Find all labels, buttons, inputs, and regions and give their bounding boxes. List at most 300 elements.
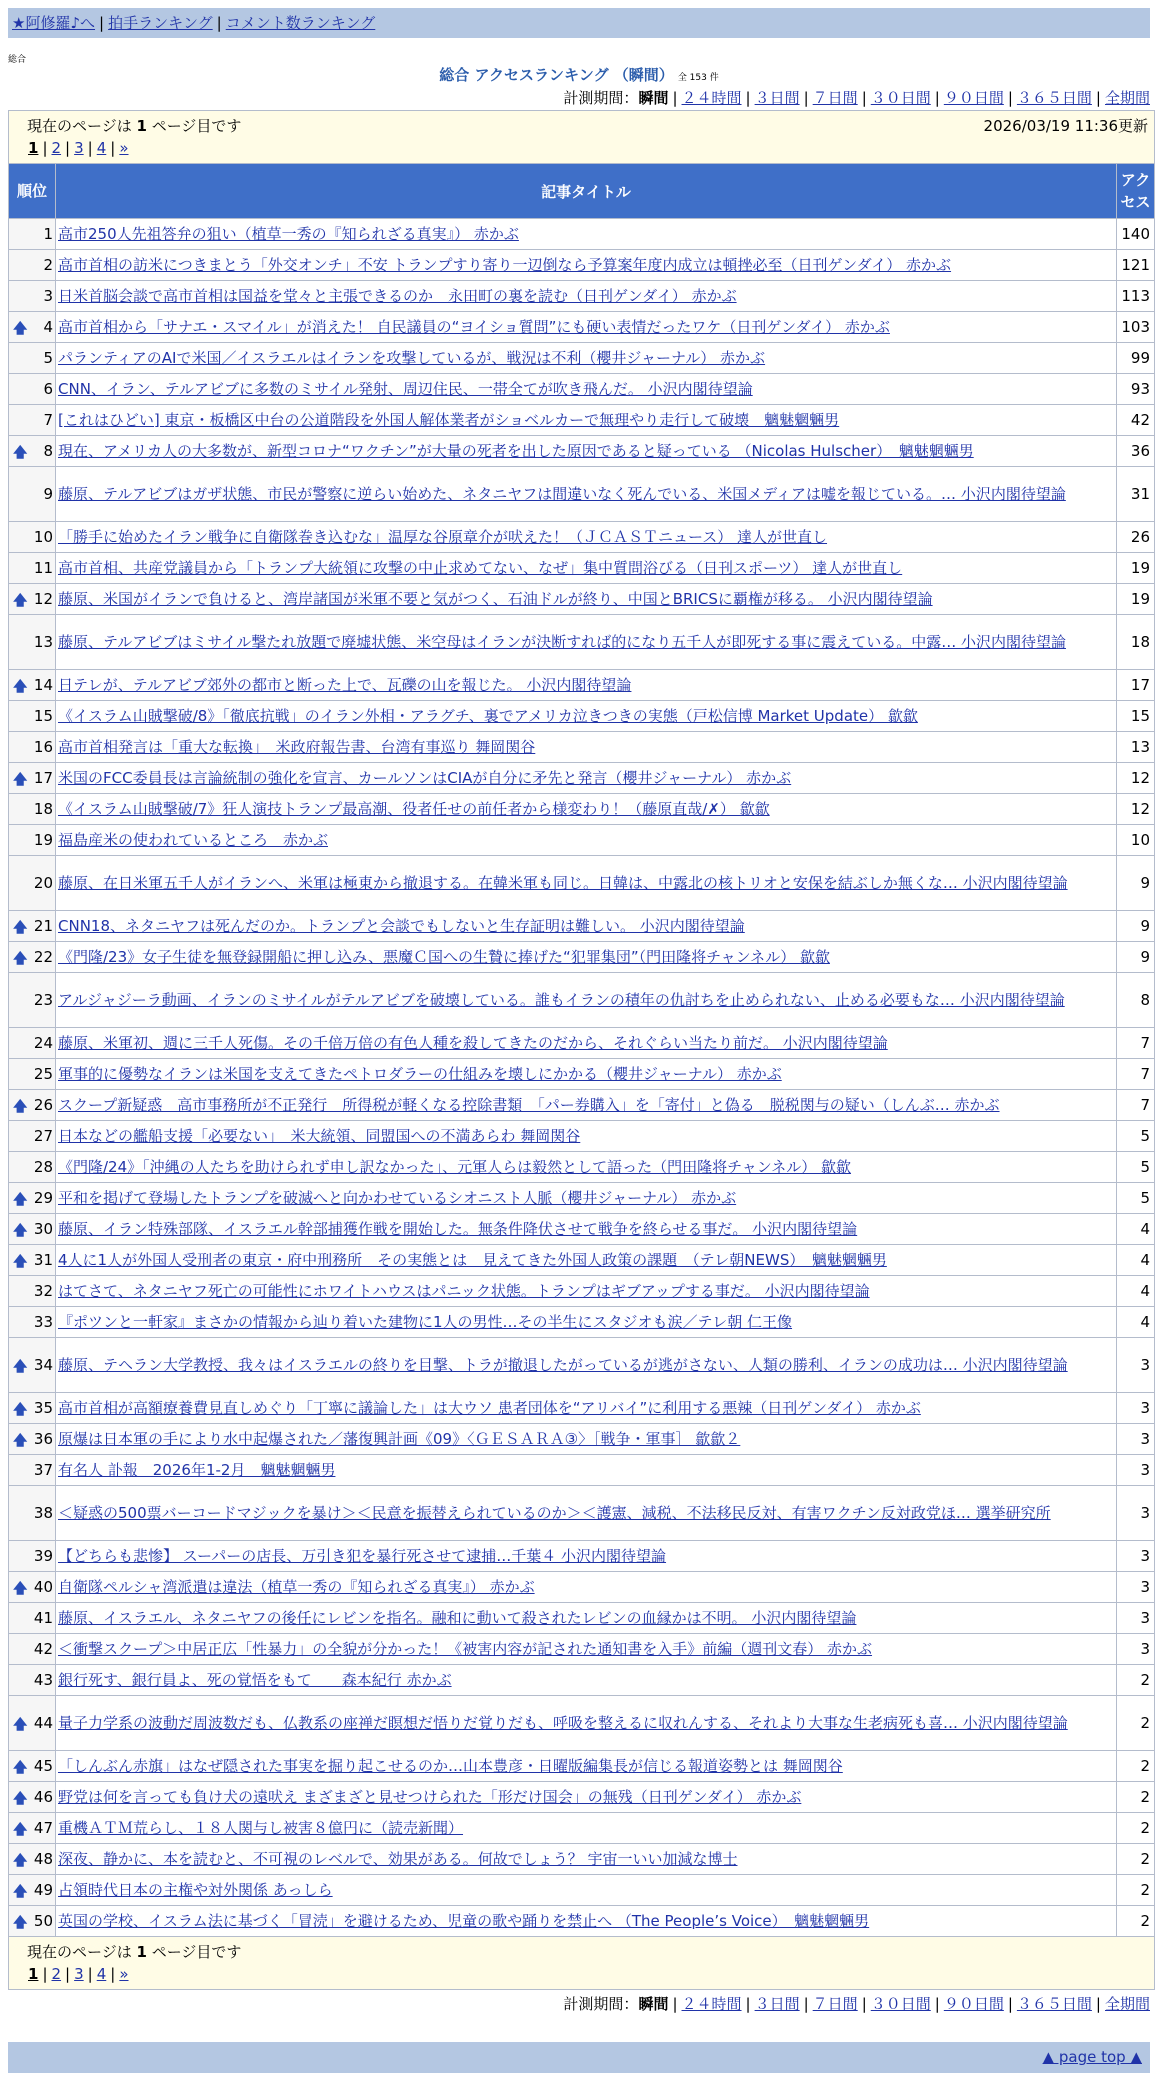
title-cell xyxy=(56,1393,1117,1424)
access-count: 2 xyxy=(1117,1782,1155,1813)
rank-number: 28 xyxy=(33,1158,53,1176)
rank-cell xyxy=(9,1307,56,1338)
rank-up-arrow-icon: 🡅 xyxy=(13,1853,28,1869)
access-count: 7 xyxy=(1117,1028,1155,1059)
table-row xyxy=(9,436,1155,467)
article-title-link[interactable]: 日米首脳会談で高市首相は国益を堂々と主張できるのか 永田町の裏を読む（日刊ゲンダイ） 赤かぶ xyxy=(58,287,737,305)
article-title-link[interactable]: 銀行死す、銀行員よ、死の覚悟をもて 森本紀行 赤かぶ xyxy=(58,1671,452,1689)
rank-up-arrow-icon: 🡅 xyxy=(13,445,28,461)
article-title-link[interactable]: 【どちらも悲惨】 スーパーの店長、万引き犯を暴行死させて逮捕…千葉４ 小沢内閣待望論 xyxy=(58,1547,667,1565)
table-row xyxy=(9,1424,1155,1455)
table-row xyxy=(9,343,1155,374)
page-sep: | xyxy=(110,139,116,157)
article-title-link[interactable]: ＜疑惑の500票バーコードマジックを暴け＞＜民意を振替えられているのか＞＜護憲、減税、不法移民反対、有害ワクチン反対政党ほ… 選挙研究所 xyxy=(58,1504,1051,1522)
table-row xyxy=(9,1572,1155,1603)
rank-number: 21 xyxy=(33,917,53,935)
article-title-link[interactable]: 平和を掲げて登場したトランプを破滅へと向かわせているシオニスト人脈（櫻井ジャーナル） 赤かぶ xyxy=(58,1189,737,1207)
period-option[interactable]: ７日間 xyxy=(812,89,858,107)
access-count: 2 xyxy=(1117,1875,1155,1906)
table-row xyxy=(9,1276,1155,1307)
rank-number: 24 xyxy=(33,1034,53,1052)
article-title-link[interactable]: 福島産米の使われているところ 赤かぶ xyxy=(58,831,329,849)
article-title-link[interactable]: 現在、アメリカ人の大多数が、新型コロナ“ワクチン”が大量の死者を出した原因であると疑っている （Nicolas Hulscher） 魑魅魍魎男 xyxy=(58,442,974,460)
count-header: アクセス xyxy=(1117,164,1155,219)
title-cell xyxy=(56,942,1117,973)
rank-number: 46 xyxy=(33,1788,53,1806)
article-title-link[interactable]: 《イスラム山賊撃破/7》狂人演技トランプ最高潮、役者任せの前任者から様変わり！（藤原直哉/✗） 歙歙 xyxy=(58,800,770,818)
title-cell xyxy=(56,1090,1117,1121)
access-count: 26 xyxy=(1117,522,1155,553)
article-title-link[interactable]: 有名人 訃報 2026年1-2月 魑魅魍魎男 xyxy=(58,1461,336,1479)
article-title-link[interactable]: スクープ新疑惑 高市事務所が不正発行 所得税が軽くなる控除書類 「パー券購入」を「寄付」と偽る 脱税関与の疑い（しんぶ… 赤かぶ xyxy=(58,1096,1000,1114)
access-count: 9 xyxy=(1117,942,1155,973)
article-title-link[interactable]: 「しんぶん赤旗」はなぜ隠された事実を掘り起こせるのか…山本豊彦・日曜版編集長が信じる報道姿勢とは 舞岡関谷 xyxy=(58,1757,843,1775)
period-option[interactable]: ２４時間 xyxy=(681,89,742,107)
period-option[interactable]: ７日間 xyxy=(812,1995,858,2013)
page-sep: | xyxy=(87,1965,93,1983)
rank-cell xyxy=(9,1782,56,1813)
rank-number: 38 xyxy=(33,1504,53,1522)
rank-number: 26 xyxy=(33,1096,53,1114)
period-sep: | xyxy=(745,89,751,107)
rank-up-arrow-icon: 🡅 xyxy=(13,321,28,337)
article-title-link[interactable]: 深夜、静かに、本を読むと、不可視のレベルで、効果がある。何故でしょう？ 宇宙一いい加減な博士 xyxy=(58,1850,738,1868)
article-title-link[interactable]: 4人に1人が外国人受刑者の東京・府中刑務所 その実態とは 見えてきた外国人政策の課題 （テレ朝NEWS） 魑魅魍魎男 xyxy=(58,1251,887,1269)
title-cell xyxy=(56,374,1117,405)
rank-cell xyxy=(9,911,56,942)
article-title-link[interactable]: 藤原、米軍初、週に三千人死傷。その千倍万倍の有色人種を殺してきたのだから、それぐらい当たり前だ。 小沢内閣待望論 xyxy=(58,1034,888,1052)
page-sep: | xyxy=(65,139,71,157)
access-count: 12 xyxy=(1117,763,1155,794)
article-title-link[interactable]: 藤原、テヘラン大学教授、我々はイスラエルの終りを目撃、トラが撤退したがっているが逃がさない、人類の勝利、イランの成功は… 小沢内閣待望論 xyxy=(58,1356,1068,1374)
nav-link-asyura[interactable]: ★阿修羅♪へ xyxy=(12,14,96,32)
page-title-row xyxy=(0,64,1158,86)
access-count: 113 xyxy=(1117,281,1155,312)
access-count: 4 xyxy=(1117,1214,1155,1245)
table-row xyxy=(9,856,1155,911)
table-row xyxy=(9,763,1155,794)
article-title-link[interactable]: 原爆は日本軍の手により水中起爆された／藩復興計画《09》〈ＧＥＳＡＲＡ③〉［戦争・軍事］ 歙歙２ xyxy=(58,1430,741,1448)
access-count: 140 xyxy=(1117,219,1155,250)
article-title-link[interactable]: 藤原、テルアビブはミサイル撃たれ放題で廃墟状態、米空母はイランが決断すれば的になり五千人が即死する事に震えている。中露… 小沢内閣待望論 xyxy=(58,633,1066,651)
title-cell xyxy=(56,1059,1117,1090)
page-title: 総合 アクセスランキング （瞬間） xyxy=(439,66,674,84)
rank-cell xyxy=(9,553,56,584)
page-link[interactable]: 2 xyxy=(51,1965,62,1983)
article-title-link[interactable]: 《門隆/23》女子生徒を無登録開船に押し込み、悪魔Ｃ国への生贄に捧げた“犯罪集団”（門田隆将チャンネル） 歙歙 xyxy=(58,948,830,966)
page-top-bar xyxy=(8,2042,1150,2073)
table-row xyxy=(9,1906,1155,1937)
table-row xyxy=(9,1059,1155,1090)
period-option[interactable]: ９０日間 xyxy=(943,1995,1004,2013)
rank-number: 41 xyxy=(33,1609,53,1627)
table-row xyxy=(9,825,1155,856)
rank-number: 29 xyxy=(33,1189,53,1207)
section-label: 総合 xyxy=(8,55,27,65)
table-row xyxy=(9,1393,1155,1424)
title-cell xyxy=(56,312,1117,343)
article-title-link[interactable]: 《門隆/24》「沖縄の人たちを助けられず申し訳なかった」、元軍人らは毅然として語った（門田隆将チャンネル） 歙歙 xyxy=(58,1158,852,1176)
rank-cell xyxy=(9,856,56,911)
article-title-link[interactable]: 高市250人先祖答弁の狙い（植草一秀の『知られざる真実』） 赤かぶ xyxy=(58,225,519,243)
access-count: 15 xyxy=(1117,701,1155,732)
top-nav xyxy=(8,8,1150,38)
page-link[interactable]: » xyxy=(119,1965,129,1983)
rank-number: 5 xyxy=(43,349,53,367)
rank-number: 44 xyxy=(33,1714,53,1732)
title-header: 記事タイトル xyxy=(56,164,1117,219)
nav-link-applause-ranking[interactable]: 拍手ランキング xyxy=(108,14,213,32)
table-row xyxy=(9,281,1155,312)
access-count: 99 xyxy=(1117,343,1155,374)
rank-cell xyxy=(9,467,56,522)
article-title-link[interactable]: 英国の学校、イスラム法に基づく「冒涜」を避けるため、児童の歌や踊りを禁止へ （The People’s Voice） 魑魅魍魎男 xyxy=(58,1912,870,1930)
table-row xyxy=(9,615,1155,670)
rank-up-arrow-icon: 🡅 xyxy=(13,1760,28,1776)
table-row xyxy=(9,1307,1155,1338)
title-cell xyxy=(56,1424,1117,1455)
rank-number: 47 xyxy=(33,1819,53,1837)
rank-cell xyxy=(9,219,56,250)
table-row xyxy=(9,1028,1155,1059)
table-row xyxy=(9,584,1155,615)
period-sep: | xyxy=(803,89,809,107)
access-count: 8 xyxy=(1117,973,1155,1028)
period-option[interactable]: 全期間 xyxy=(1104,89,1150,107)
title-cell xyxy=(56,436,1117,467)
page-link[interactable]: 3 xyxy=(74,1965,84,1983)
period-option[interactable]: ３日間 xyxy=(754,1995,800,2013)
page-info-text: 現在のページは 1 ページ目です xyxy=(27,117,242,135)
rank-cell xyxy=(9,1751,56,1782)
rank-number: 16 xyxy=(33,738,53,756)
article-title-link[interactable]: 日本などの艦船支援「必要ない」 米大統領、同盟国への不満あらわ 舞岡関谷 xyxy=(58,1127,581,1145)
period-option[interactable]: ３６５日間 xyxy=(1016,1995,1092,2013)
rank-cell xyxy=(9,973,56,1028)
article-title-link[interactable]: パランティアのAIで米国／イスラエルはイランを攻撃しているが、戦況は不利（櫻井ジャーナル） 赤かぶ xyxy=(58,349,766,367)
rank-number: 45 xyxy=(33,1757,53,1775)
rank-up-arrow-icon: 🡅 xyxy=(13,1884,28,1900)
article-title-link[interactable]: アルジャジーラ動画、イランのミサイルがテルアビブを破壊している。誰もイランの積年の仇討ちを止められない、止める必要もな… 小沢内閣待望論 xyxy=(58,991,1065,1009)
rank-up-arrow-icon: 🡅 xyxy=(13,1822,28,1838)
rank-cell xyxy=(9,1455,56,1486)
article-title-link[interactable]: 藤原、在日米軍五千人がイランへ、米軍は極東から撤退する。在韓米軍も同じ。日韓は、中露北の核トリオと安保を結ぶしか無くな… 小沢内閣待望論 xyxy=(58,874,1068,892)
rank-up-arrow-icon: 🡅 xyxy=(13,1791,28,1807)
access-count: 2 xyxy=(1117,1751,1155,1782)
article-title-link[interactable]: 高市首相の訪米につきまとう「外交オンチ」不安 トランプすり寄り一辺倒なら予算案年度内成立は頓挫必至（日刊ゲンダイ） 赤かぶ xyxy=(58,256,952,274)
article-title-link[interactable]: 高市首相発言は「重大な転換」 米政府報告書、台湾有事巡り 舞岡関谷 xyxy=(58,738,536,756)
rank-number: 2 xyxy=(43,256,53,274)
table-row xyxy=(9,1245,1155,1276)
title-cell xyxy=(56,911,1117,942)
rank-cell xyxy=(9,281,56,312)
access-count: 42 xyxy=(1117,405,1155,436)
table-row xyxy=(9,1634,1155,1665)
page-link[interactable]: 3 xyxy=(74,139,84,157)
rank-number: 23 xyxy=(33,991,53,1009)
article-title-link[interactable]: CNN18、ネタニヤフは死んだのか。トランプと会談でもしないと生存証明は難しい。 小沢内閣待望論 xyxy=(58,917,745,935)
table-row xyxy=(9,1782,1155,1813)
rank-number: 50 xyxy=(33,1912,53,1930)
rank-number: 8 xyxy=(43,442,53,460)
rank-number: 39 xyxy=(33,1547,53,1565)
article-title-link[interactable]: 『ポツンと一軒家』まさかの情報から辿り着いた建物に1人の男性…その半生にスタジオも涙／テレ朝 仁王像 xyxy=(58,1313,793,1331)
access-count: 9 xyxy=(1117,911,1155,942)
rank-cell xyxy=(9,1338,56,1393)
rank-cell xyxy=(9,1183,56,1214)
nav-sep: | xyxy=(99,14,105,32)
title-cell xyxy=(56,732,1117,763)
rank-cell xyxy=(9,1276,56,1307)
article-title-link[interactable]: 高市首相から「サナエ・スマイル」が消えた！ 自民議員の“ヨイショ質問”にも硬い表情だったワケ（日刊ゲンダイ） 赤かぶ xyxy=(58,318,890,336)
title-cell xyxy=(56,615,1117,670)
article-title-link[interactable]: 藤原、テルアビブはガザ状態、市民が警察に逆らい始めた、ネタニヤフは間違いなく死んでいる、米国メディアは嘘を報じている。… 小沢内閣待望論 xyxy=(58,485,1066,503)
article-title-link[interactable]: 軍事的に優勢なイランは米国を支えてきたペトロダラーの仕組みを壊しにかかる（櫻井ジャーナル） 赤かぶ xyxy=(58,1065,782,1083)
access-count: 19 xyxy=(1117,584,1155,615)
title-cell xyxy=(56,250,1117,281)
rank-up-arrow-icon: 🡅 xyxy=(13,1254,28,1270)
access-count: 18 xyxy=(1117,615,1155,670)
title-cell xyxy=(56,1028,1117,1059)
article-title-link[interactable]: 高市首相、共産党議員から「トランプ大統領に攻撃の中止求めてない、なぜ」集中質問浴びる（日刊スポーツ） 達人が世直し xyxy=(58,559,903,577)
access-count: 3 xyxy=(1117,1393,1155,1424)
rank-number: 17 xyxy=(33,769,53,787)
table-row xyxy=(9,312,1155,343)
rank-number: 11 xyxy=(33,559,53,577)
period-selector-top xyxy=(0,86,1150,110)
rank-cell xyxy=(9,1906,56,1937)
rank-number: 15 xyxy=(33,707,53,725)
access-count: 103 xyxy=(1117,312,1155,343)
rank-number: 3 xyxy=(43,287,53,305)
page-info-text: 現在のページは 1 ページ目です xyxy=(27,1943,242,1961)
rank-number: 37 xyxy=(33,1461,53,1479)
rank-cell xyxy=(9,670,56,701)
title-cell xyxy=(56,1634,1117,1665)
access-count: 5 xyxy=(1117,1152,1155,1183)
period-sep: | xyxy=(672,89,678,107)
access-count: 3 xyxy=(1117,1455,1155,1486)
rank-cell xyxy=(9,584,56,615)
period-sep: | xyxy=(934,89,940,107)
table-row xyxy=(9,1751,1155,1782)
period-option[interactable]: ３０日間 xyxy=(870,89,931,107)
page-link[interactable]: 4 xyxy=(96,139,107,157)
article-title-link[interactable]: [これはひどい] 東京・板橋区中台の公道階段を外国人解体業者がショベルカーで無理やり走行して破壊 魑魅魍魎男 xyxy=(58,411,840,429)
access-count: 2 xyxy=(1117,1696,1155,1751)
rank-number: 40 xyxy=(33,1578,53,1596)
access-count: 4 xyxy=(1117,1245,1155,1276)
rank-number: 18 xyxy=(33,800,53,818)
article-title-link[interactable]: 高市首相が高額療養費見直しめぐり「丁寧に議論した」は大ウソ 患者団体を“アリバイ”に利用する悪辣（日刊ゲンダイ） 赤かぶ xyxy=(58,1399,921,1417)
table-row xyxy=(9,1486,1155,1541)
period-option[interactable]: ３日間 xyxy=(754,89,800,107)
rank-number: 14 xyxy=(33,676,53,694)
period-option[interactable]: ２４時間 xyxy=(681,1995,742,2013)
article-title-link[interactable]: 藤原、米国がイランで負けると、湾岸諸国が米軍不要と気がつく、石油ドルが終り、中国とBRICSに覇権が移る。 小沢内閣待望論 xyxy=(58,590,933,608)
current-page: 1 xyxy=(28,1965,39,1983)
title-cell xyxy=(56,405,1117,436)
rank-cell xyxy=(9,794,56,825)
title-cell xyxy=(56,1276,1117,1307)
rank-number: 34 xyxy=(33,1356,53,1374)
rank-cell xyxy=(9,763,56,794)
rank-cell xyxy=(9,1844,56,1875)
table-row xyxy=(9,794,1155,825)
page-info-cell-bottom xyxy=(9,1937,1155,1990)
period-sep: | xyxy=(861,1995,867,2013)
rank-cell xyxy=(9,1121,56,1152)
access-count: 2 xyxy=(1117,1844,1155,1875)
rank-cell xyxy=(9,1059,56,1090)
rank-number: 22 xyxy=(33,948,53,966)
access-count: 2 xyxy=(1117,1665,1155,1696)
rank-cell xyxy=(9,1486,56,1541)
article-title-link[interactable]: 野党は何を言っても負け犬の遠吠え まざまざと見せつけられた「形だけ国会」の無残（日刊ゲンダイ） 赤かぶ xyxy=(58,1788,802,1806)
pagination-bottom xyxy=(27,1963,1154,1985)
access-count: 5 xyxy=(1117,1121,1155,1152)
rank-cell xyxy=(9,312,56,343)
access-count: 2 xyxy=(1117,1813,1155,1844)
access-count: 3 xyxy=(1117,1634,1155,1665)
title-cell xyxy=(56,701,1117,732)
access-count: 19 xyxy=(1117,553,1155,584)
access-count: 36 xyxy=(1117,436,1155,467)
title-cell xyxy=(56,1844,1117,1875)
rank-number: 6 xyxy=(43,380,53,398)
page-sep: | xyxy=(42,1965,48,1983)
access-count: 3 xyxy=(1117,1486,1155,1541)
rank-number: 27 xyxy=(33,1127,53,1145)
rank-number: 33 xyxy=(33,1313,53,1331)
title-cell xyxy=(56,1665,1117,1696)
current-page: 1 xyxy=(28,139,39,157)
access-count: 93 xyxy=(1117,374,1155,405)
title-cell xyxy=(56,1307,1117,1338)
article-title-link[interactable]: 量子力学系の波動だ周波数だも、仏教系の座禅だ瞑想だ悟りだ覚りだも、呼吸を整えるに収れんする、それより大事な生老病死も喜… 小沢内閣待望論 xyxy=(58,1714,1068,1732)
rank-up-arrow-icon: 🡅 xyxy=(13,1402,28,1418)
rank-cell xyxy=(9,1424,56,1455)
rank-cell xyxy=(9,1214,56,1245)
table-row xyxy=(9,1090,1155,1121)
page-link[interactable]: » xyxy=(119,139,129,157)
page-sep: | xyxy=(87,139,93,157)
rank-number: 35 xyxy=(33,1399,53,1417)
period-option: 瞬間 xyxy=(638,89,669,107)
table-row xyxy=(9,250,1155,281)
title-cell xyxy=(56,1782,1117,1813)
rank-cell xyxy=(9,522,56,553)
total-count: 全 153 件 xyxy=(677,73,719,83)
nav-link-comment-ranking[interactable]: コメント数ランキング xyxy=(225,14,376,32)
rank-up-arrow-icon: 🡅 xyxy=(13,951,28,967)
period-label: 計測期間： xyxy=(563,89,639,107)
access-count: 13 xyxy=(1117,732,1155,763)
rank-number: 12 xyxy=(33,590,53,608)
rank-cell xyxy=(9,1028,56,1059)
access-count: 5 xyxy=(1117,1183,1155,1214)
title-cell xyxy=(56,1875,1117,1906)
page-info-cell xyxy=(9,111,1155,164)
title-cell xyxy=(56,1152,1117,1183)
article-title-link[interactable]: 藤原、イスラエル、ネタニヤフの後任にレビンを指名。融和に動いて殺されたレビンの血縁かは不明。 小沢内閣待望論 xyxy=(58,1609,857,1627)
title-cell xyxy=(56,281,1117,312)
access-count: 3 xyxy=(1117,1338,1155,1393)
article-title-link[interactable]: 「勝手に始めたイラン戦争に自衛隊巻き込むな」温厚な谷原章介が吠えた！（ＪＣＡＳＴニュース） 達人が世直し xyxy=(58,528,828,546)
period-option: 瞬間 xyxy=(638,1995,669,2013)
period-sep: | xyxy=(861,89,867,107)
rank-up-arrow-icon: 🡅 xyxy=(13,772,28,788)
access-count: 3 xyxy=(1117,1541,1155,1572)
period-option[interactable]: 全期間 xyxy=(1104,1995,1150,2013)
article-title-link[interactable]: CNN、イラン、テルアビブに多数のミサイル発射、周辺住民、一帯全てが吹き飛んだ。 小沢内閣待望論 xyxy=(58,380,753,398)
ranking-table xyxy=(8,110,1155,1990)
period-option[interactable]: ３０日間 xyxy=(870,1995,931,2013)
table-row xyxy=(9,1183,1155,1214)
article-title-link[interactable]: ＜衝撃スクープ＞中居正広「性暴力」の全貌が分かった！《被害内容が記された通知書を入手》前編（週刊文春） 赤かぶ xyxy=(58,1640,873,1658)
rank-up-arrow-icon: 🡅 xyxy=(13,1359,28,1375)
rank-cell xyxy=(9,1572,56,1603)
rank-cell xyxy=(9,1541,56,1572)
page-sep: | xyxy=(65,1965,71,1983)
period-sep: | xyxy=(1095,1995,1101,2013)
page-link[interactable]: 4 xyxy=(96,1965,107,1983)
rank-cell xyxy=(9,436,56,467)
table-row xyxy=(9,1603,1155,1634)
article-title-link[interactable]: 重機ＡＴＭ荒らし、１８人関与し被害８億円に（読売新聞） xyxy=(58,1819,464,1837)
article-title-link[interactable]: はてさて、ネタニヤフ死亡の可能性にホワイトハウスはパニック状態。トランプはギブアップする事だ。 小沢内閣待望論 xyxy=(58,1282,870,1300)
rank-number: 4 xyxy=(43,318,53,336)
rank-cell xyxy=(9,732,56,763)
title-cell xyxy=(56,1121,1117,1152)
rank-cell xyxy=(9,1393,56,1424)
access-count: 31 xyxy=(1117,467,1155,522)
period-option[interactable]: ９０日間 xyxy=(943,89,1004,107)
table-row xyxy=(9,1455,1155,1486)
rank-up-arrow-icon: 🡅 xyxy=(13,1192,28,1208)
article-title-link[interactable]: 《イスラム山賊撃破/8》「徹底抗戦」のイラン外相・アラグチ、裏でアメリカ泣きつきの実態（戸松信博 Market Update） 歙歙 xyxy=(58,707,918,725)
page-sep: | xyxy=(42,139,48,157)
table-row xyxy=(9,701,1155,732)
rank-cell xyxy=(9,615,56,670)
page-sep: | xyxy=(110,1965,116,1983)
access-count: 3 xyxy=(1117,1572,1155,1603)
table-row xyxy=(9,670,1155,701)
table-row xyxy=(9,522,1155,553)
article-title-link[interactable]: 米国のFCC委員長は言論統制の強化を宣言、カールソンはCIAが自分に矛先と発言（櫻井ジャーナル） 赤かぶ xyxy=(58,769,792,787)
period-option[interactable]: ３６５日間 xyxy=(1016,89,1092,107)
rank-number: 49 xyxy=(33,1881,53,1899)
page-link[interactable]: 2 xyxy=(51,139,62,157)
table-row xyxy=(9,911,1155,942)
rank-cell xyxy=(9,1813,56,1844)
page-top-link[interactable]: ▲ page top ▲ xyxy=(1042,2048,1142,2066)
rank-cell xyxy=(9,701,56,732)
rank-cell xyxy=(9,1245,56,1276)
article-title-link[interactable]: 自衛隊ペルシャ湾派遣は違法（植草一秀の『知られざる真実』） 赤かぶ xyxy=(58,1578,535,1596)
rank-up-arrow-icon: 🡅 xyxy=(13,679,28,695)
rank-number: 19 xyxy=(33,831,53,849)
table-row xyxy=(9,1121,1155,1152)
article-title-link[interactable]: 日テレが、テルアビブ郊外の都市と断った上で、瓦礫の山を報じた。 小沢内閣待望論 xyxy=(58,676,632,694)
article-title-link[interactable]: 藤原、イラン特殊部隊、イスラエル幹部捕獲作戦を開始した。無条件降伏させて戦争を終らせる事だ。 小沢内閣待望論 xyxy=(58,1220,858,1238)
title-cell xyxy=(56,1906,1117,1937)
rank-cell xyxy=(9,250,56,281)
access-count: 9 xyxy=(1117,856,1155,911)
article-title-link[interactable]: 占領時代日本の主権や対外関係 あっしら xyxy=(58,1881,333,1899)
table-row xyxy=(9,1696,1155,1751)
title-cell xyxy=(56,343,1117,374)
